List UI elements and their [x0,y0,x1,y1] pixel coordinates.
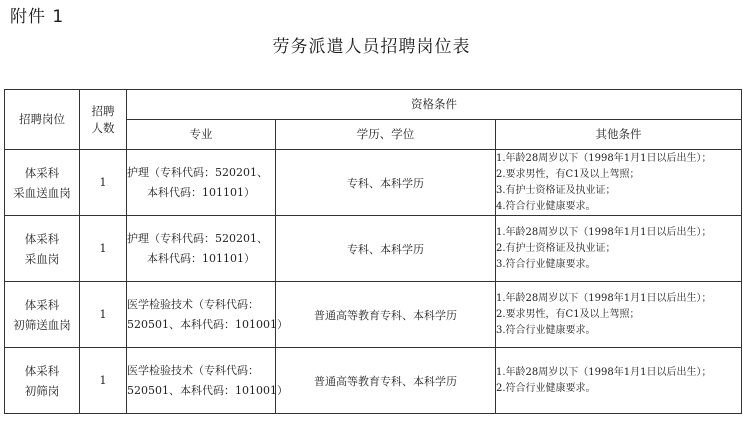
other-item: 3.符合行业健康要求。 [496,324,596,336]
major-cell [127,348,288,414]
major-line1: 医学检验技术（专科代码： [127,363,259,377]
post-cell [5,282,80,348]
other-cell [496,150,742,216]
major-cell [127,150,276,216]
major-line1: 护理（专科代码：520201、 [127,231,268,245]
other-cell [496,282,742,348]
count-cell: 1 [80,348,127,414]
table-row [5,282,742,348]
other-cell [496,216,742,282]
post-line2: 采血岗 [24,251,60,266]
other-item: 2.有护士资格证及执业证； [496,242,616,254]
attachment-label: 附件 1 [10,7,65,27]
header-post: 招聘岗位 [5,90,80,150]
post-line2: 初筛送血岗 [13,317,71,332]
other-item: 2.符合行业健康要求。 [496,382,596,394]
education-cell: 专科、本科学历 [276,150,496,216]
header-education: 学历、学位 [276,120,496,150]
other-item: 1.年龄28周岁以下（1998年1月1日以后出生）； [496,152,712,164]
table-row [5,150,742,216]
table-row [5,216,742,282]
post-cell [5,150,80,216]
header-count [80,90,127,150]
count-cell: 1 [80,150,127,216]
post-line1: 体采科 [24,231,60,246]
other-item: 1.年龄28周岁以下（1998年1月1日以后出生）； [496,292,712,304]
job-table [4,89,742,414]
post-line1: 体采科 [24,165,60,180]
other-item: 3.符合行业健康要求。 [496,258,596,270]
count-cell: 1 [80,282,127,348]
major-line2: 本科代码：101101） [147,251,255,265]
header-other: 其他条件 [496,120,742,150]
post-cell [5,216,80,282]
education-cell: 普通高等教育专科、本科学历 [276,348,496,414]
other-item: 2.要求男性，有C1及以上驾照； [496,308,640,320]
post-line1: 体采科 [24,297,60,312]
header-count-line2: 人数 [91,120,115,135]
other-item: 4.符合行业健康要求。 [496,200,596,212]
header-qualifications: 资格条件 [127,90,742,120]
count-cell: 1 [80,216,127,282]
major-line2: 本科代码：101101） [147,185,255,199]
other-cell [496,348,742,414]
major-line1: 医学检验技术（专科代码： [127,297,259,311]
page-title: 劳务派遣人员招聘岗位表 [272,37,471,57]
post-cell [5,348,80,414]
post-line2: 初筛岗 [24,383,60,398]
table-row [5,348,742,414]
other-item: 2.要求男性，有C1及以上驾照； [496,168,640,180]
education-cell: 普通高等教育专科、本科学历 [276,282,496,348]
post-line2: 采血送血岗 [13,185,71,200]
other-item: 3.有护士资格证及执业证； [496,184,616,196]
other-item: 1.年龄28周岁以下（1998年1月1日以后出生）； [496,366,712,378]
major-line2: 520501、本科代码：101001） [127,317,288,331]
post-line1: 体采科 [24,363,60,378]
header-count-line1: 招聘 [91,103,115,118]
other-item: 1.年龄28周岁以下（1998年1月1日以后出生）； [496,226,712,238]
major-line2: 520501、本科代码：101001） [127,383,288,397]
major-cell [127,216,276,282]
education-cell: 专科、本科学历 [276,216,496,282]
major-cell [127,282,288,348]
header-major: 专业 [127,120,276,150]
major-line1: 护理（专科代码：520201、 [127,165,268,179]
